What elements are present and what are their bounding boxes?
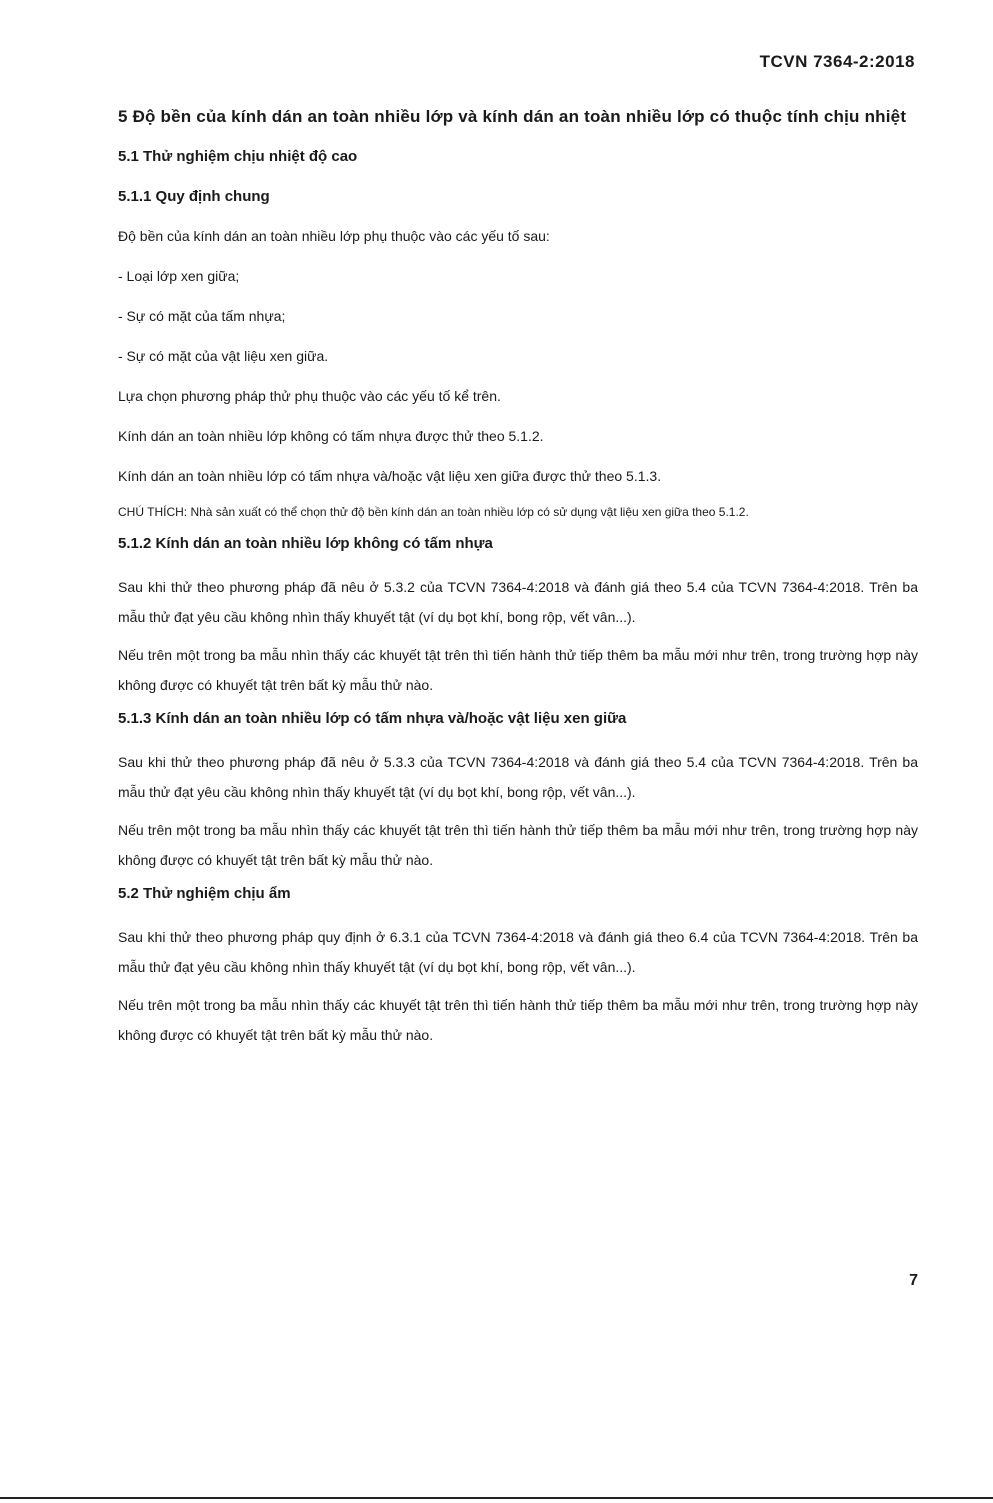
paragraph: Kính dán an toàn nhiều lớp có tấm nhựa và/hoặc vật liệu xen giữa được thử theo 5.1.3.: [118, 468, 662, 484]
section-5-1-3-heading: 5.1.3 Kính dán an toàn nhiều lớp có tấm nhựa và/hoặc vật liệu xen giữa: [118, 710, 627, 727]
section-5-heading: 5 Độ bền của kính dán an toàn nhiều lớp và kính dán an toàn nhiều lớp có thuộc tính chịu nhiệt: [118, 107, 907, 126]
paragraph: Nếu trên một trong ba mẫu nhìn thấy các khuyết tật trên thì tiến hành thử tiếp thêm ba mẫu mới như trên, trong trường hợp này không được có khuyết tật trên bất kỳ mẫu thử nào.: [118, 647, 918, 693]
list-item: - Loại lớp xen giữa;: [118, 268, 240, 284]
paragraph: Sau khi thử theo phương pháp quy định ở 6.3.1 của TCVN 7364-4:2018 và đánh giá theo 6.4 của TCVN 7364-4:2018. Trên ba mẫu thử đạt yêu cầu không nhìn thấy khuyết tật (ví dụ bọt khí, bong rộp, vết vân...).: [118, 929, 918, 975]
paragraph: Nếu trên một trong ba mẫu nhìn thấy các khuyết tật trên thì tiến hành thử tiếp thêm ba mẫu mới như trên, trong trường hợp này không được có khuyết tật trên bất kỳ mẫu thử nào.: [118, 822, 918, 868]
page-number: 7: [909, 1272, 918, 1289]
paragraph: Độ bền của kính dán an toàn nhiều lớp phụ thuộc vào các yếu tố sau:: [118, 228, 550, 244]
section-5-1-heading: 5.1 Thử nghiệm chịu nhiệt độ cao: [118, 148, 358, 165]
paragraph: Sau khi thử theo phương pháp đã nêu ở 5.3.3 của TCVN 7364-4:2018 và đánh giá theo 5.4 của TCVN 7364-4:2018. Trên ba mẫu thử đạt yêu cầu không nhìn thấy khuyết tật (ví dụ bọt khí, bong rộp, vết vân...).: [118, 754, 918, 800]
list-item: - Sự có mặt của vật liệu xen giữa.: [118, 348, 329, 364]
scan-edge-divider: [0, 1497, 993, 1499]
section-5-1-1-heading: 5.1.1 Quy định chung: [118, 188, 270, 205]
note: CHÚ THÍCH: Nhà sản xuất có thể chọn thử độ bền kính dán an toàn nhiều lớp có sử dụng vật liệu xen giữa theo 5.1.2.: [118, 505, 749, 519]
document-code: TCVN 7364-2:2018: [759, 52, 915, 71]
document-body: [118, 100, 918, 1058]
paragraph: Sau khi thử theo phương pháp đã nêu ở 5.3.2 của TCVN 7364-4:2018 và đánh giá theo 5.4 của TCVN 7364-4:2018. Trên ba mẫu thử đạt yêu cầu không nhìn thấy khuyết tật (ví dụ bọt khí, bong rộp, vết vân...).: [118, 579, 918, 625]
list-item: - Sự có mặt của tấm nhựa;: [118, 308, 286, 324]
paragraph: Lựa chọn phương pháp thử phụ thuộc vào các yếu tố kể trên.: [118, 388, 501, 404]
paragraph: Nếu trên một trong ba mẫu nhìn thấy các khuyết tật trên thì tiến hành thử tiếp thêm ba mẫu mới như trên, trong trường hợp này không được có khuyết tật trên bất kỳ mẫu thử nào.: [118, 997, 918, 1043]
section-5-2-heading: 5.2 Thử nghiệm chịu ẩm: [118, 885, 291, 902]
paragraph: Kính dán an toàn nhiều lớp không có tấm nhựa được thử theo 5.1.2.: [118, 428, 544, 444]
section-5-1-2-heading: 5.1.2 Kính dán an toàn nhiều lớp không có tấm nhựa: [118, 535, 493, 552]
